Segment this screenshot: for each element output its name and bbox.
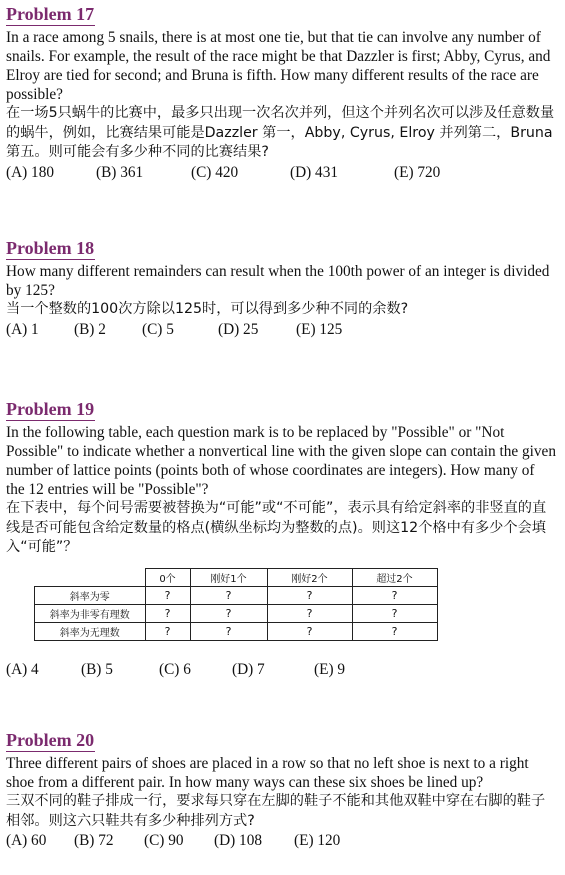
table-header: 超过2个 xyxy=(352,569,437,587)
choice-e: (E) 9 xyxy=(314,661,346,678)
choice-d: (D) 108 xyxy=(214,832,263,849)
table-header: 0个 xyxy=(145,569,190,587)
choice-e: (E) 125 xyxy=(296,320,343,338)
choice-b: (B) 72 xyxy=(74,832,114,849)
problem-text-zh: 三双不同的鞋子排成一行，要求每只穿在左脚的鞋子不能和其他双鞋中穿在右脚的鞋子相邻。则这六只鞋共有多少种排列方式? xyxy=(6,793,546,829)
problem-text-zh: 当一个整数的100次方除以125时，可以得到多少种不同的余数? xyxy=(6,301,409,317)
problem-text-en: In a race among 5 snails, there is at most one tie, but that tie can involve any number of snails. For example, the result of the race might be that Dazzler is first; Abby, Cyrus, and Elroy are tied for second; and Bruna is fifth. How many different results of the race are possible? xyxy=(6,29,551,103)
table-cell: ? xyxy=(352,623,437,641)
table-cell: ? xyxy=(145,587,190,605)
choice-c: (C) 90 xyxy=(144,832,184,849)
problem-title: Problem 19 xyxy=(6,399,95,419)
choice-b: (B) 2 xyxy=(74,320,106,338)
problem-text-en: Three different pairs of shoes are placed in a row so that no left shoe is next to a right shoe from a different pair. In how many ways can these six shoes be lined up? xyxy=(6,755,529,791)
problem-title: Problem 17 xyxy=(6,4,95,24)
row-label: 斜率为无理数 xyxy=(35,623,146,641)
problem-19-choices xyxy=(6,660,556,680)
table-header: 刚好1个 xyxy=(190,569,267,587)
table-corner xyxy=(35,569,146,587)
choice-d: (D) 25 xyxy=(218,320,259,338)
problem-title: Problem 20 xyxy=(6,730,95,750)
problem-title: Problem 18 xyxy=(6,238,95,258)
choice-a: (A) 60 xyxy=(6,832,47,849)
table-header: 刚好2个 xyxy=(267,569,352,587)
choice-c: (C) 6 xyxy=(159,661,191,678)
choice-a: (A) 4 xyxy=(6,661,39,678)
table-cell: ? xyxy=(145,623,190,641)
table-row xyxy=(35,587,438,605)
row-label: 斜率为非零有理数 xyxy=(35,605,146,623)
problem-text-zh: 在下表中，每个问号需要被替换为“可能”或“不可能”，表示具有给定斜率的非竖直的直线是否可能包含给定数量的格点(横纵坐标均为整数的点)。则这12个格中有多少个会填入“可能”？ xyxy=(6,500,547,555)
problem-17 xyxy=(6,4,556,183)
problem-20 xyxy=(6,730,556,851)
answer-choices xyxy=(6,660,556,680)
choice-e: (E) 720 xyxy=(394,163,441,181)
problem-text-en: In the following table, each question mark is to be replaced by "Possible" or "Not Possible" to indicate whether a nonvertical line with the given slope can contain the given number of lattice points (points both of whose coordinates are integers). How many of the 12 entries will be "Possible"? xyxy=(6,424,556,498)
table-cell: ? xyxy=(267,623,352,641)
choice-b: (B) 5 xyxy=(81,661,113,678)
table-row xyxy=(35,623,438,641)
choice-d: (D) 431 xyxy=(290,163,339,181)
table-cell: ? xyxy=(145,605,190,623)
table-row xyxy=(35,605,438,623)
choice-c: (C) 420 xyxy=(191,163,239,181)
table-cell: ? xyxy=(190,587,267,605)
choice-c: (C) 5 xyxy=(142,320,174,338)
answer-choices xyxy=(6,831,556,851)
choice-a: (A) 1 xyxy=(6,320,39,338)
table-cell: ? xyxy=(352,605,437,623)
answer-choices xyxy=(6,320,556,340)
problem-19 xyxy=(6,399,556,558)
problem-text-zh: 在一场5只蜗牛的比赛中，最多只出现一次名次并列，但这个并列名次可以涉及任意数量的蜗牛，例如，比赛结果可能是Dazzler 第一，Abby, Cyrus, Elroy 并列第二，Bruna 第五。则可能会有多少种不同的比赛结果? xyxy=(6,105,555,160)
table-cell: ? xyxy=(267,587,352,605)
problem-18 xyxy=(6,238,556,340)
table-header-row xyxy=(35,569,438,587)
table-cell: ? xyxy=(190,623,267,641)
table-cell: ? xyxy=(267,605,352,623)
choice-e: (E) 120 xyxy=(294,832,341,849)
choice-b: (B) 361 xyxy=(96,163,144,181)
row-label: 斜率为零 xyxy=(35,587,146,605)
table-cell: ? xyxy=(190,605,267,623)
answer-choices xyxy=(6,163,556,183)
problem-text-en: How many different remainders can result when the 100th power of an integer is divided by 125? xyxy=(6,263,550,299)
slope-lattice-table xyxy=(34,568,438,641)
choice-a: (A) 180 xyxy=(6,163,55,181)
table-cell: ? xyxy=(352,587,437,605)
choice-d: (D) 7 xyxy=(232,661,265,678)
